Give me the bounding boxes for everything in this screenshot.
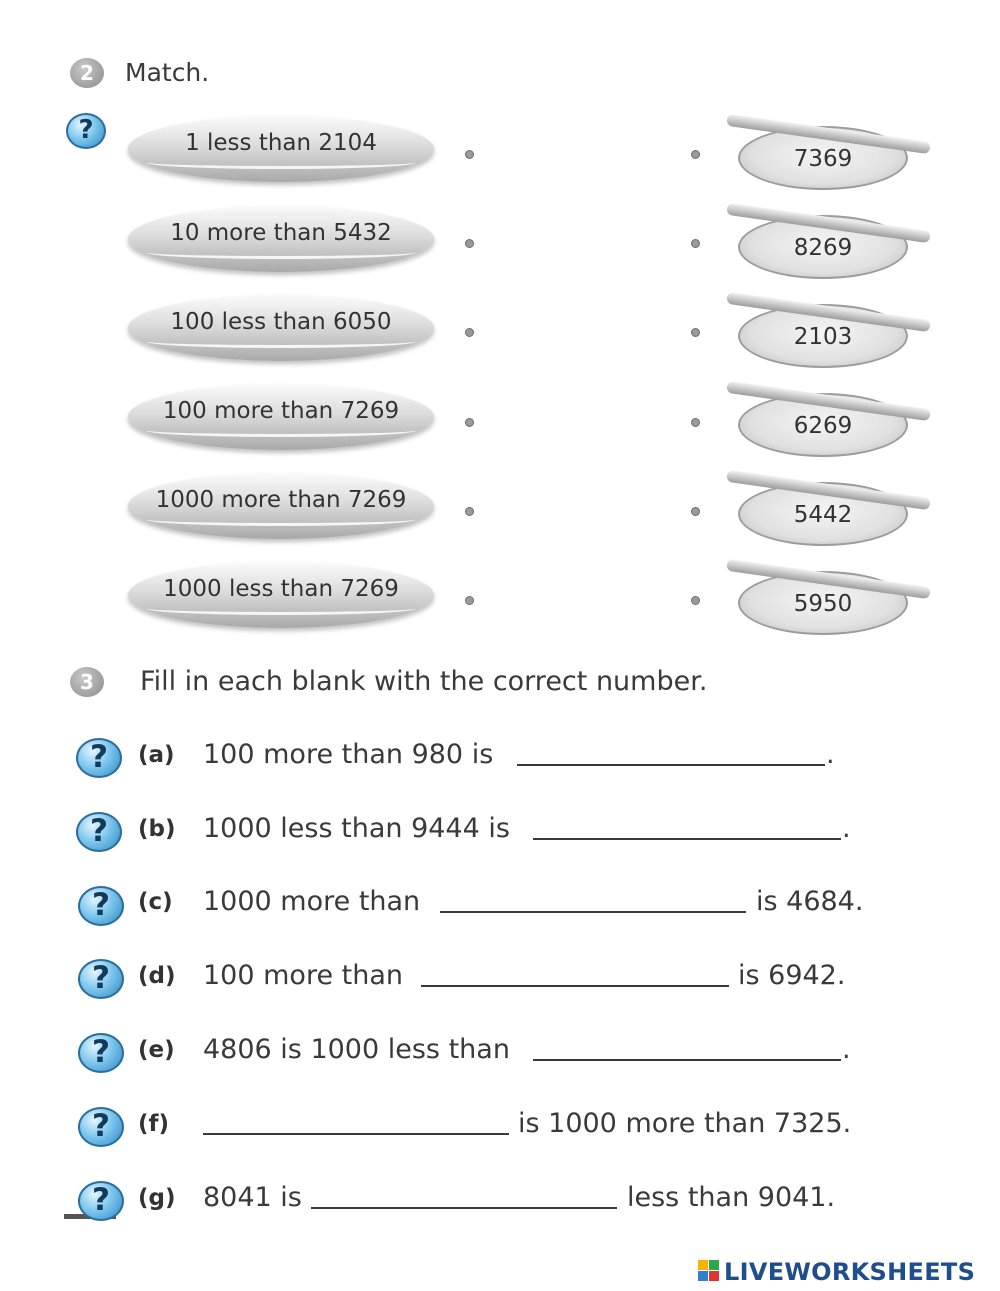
match-left-dot-2[interactable] (465, 239, 474, 248)
question-number-2: 2 (70, 58, 104, 88)
match-right-dot-1[interactable] (691, 150, 700, 159)
liveworksheets-logo-icon (698, 1260, 720, 1282)
item-letter-f: (f) (138, 1111, 170, 1137)
answer-blank-b[interactable] (533, 838, 841, 840)
plate-item-4 (128, 384, 434, 450)
plate-label: 100 more than 7269 (162, 398, 400, 424)
item-b-text-before: 1000 less than 9444 is (203, 813, 510, 844)
plate-item-3 (128, 295, 434, 361)
section-3-title: Fill in each blank with the correct number. (140, 666, 708, 697)
pan-label: 2103 (793, 324, 853, 350)
answer-blank-g[interactable] (311, 1207, 617, 1209)
match-right-dot-3[interactable] (691, 328, 700, 337)
answer-blank-d[interactable] (421, 985, 729, 987)
match-right-dot-2[interactable] (691, 239, 700, 248)
help-button-e[interactable]: ? (78, 1033, 124, 1073)
pan-label: 6269 (793, 413, 853, 439)
item-letter-d: (d) (138, 963, 176, 989)
question-number-3: 3 (70, 667, 104, 697)
item-d-text-after: is 6942. (738, 960, 846, 991)
match-right-dot-4[interactable] (691, 418, 700, 427)
answer-blank-e[interactable] (533, 1059, 841, 1061)
match-left-dot-6[interactable] (465, 596, 474, 605)
help-button-d[interactable]: ? (78, 959, 124, 999)
item-letter-a: (a) (138, 742, 175, 768)
item-e-text-before: 4806 is 1000 less than (203, 1034, 510, 1065)
plate-label: 1000 less than 7269 (163, 576, 399, 602)
help-button-b[interactable]: ? (76, 812, 122, 852)
match-left-dot-5[interactable] (465, 507, 474, 516)
plate-label: 100 less than 6050 (170, 309, 392, 335)
match-right-dot-6[interactable] (691, 596, 700, 605)
item-c-text-before: 1000 more than (203, 886, 421, 917)
help-button-a[interactable]: ? (76, 738, 122, 778)
section-2-title: Match. (125, 58, 210, 87)
plate-label: 10 more than 5432 (170, 220, 392, 246)
match-left-dot-3[interactable] (465, 328, 474, 337)
match-left-dot-1[interactable] (465, 150, 474, 159)
item-letter-g: (g) (138, 1185, 176, 1211)
item-letter-b: (b) (138, 816, 176, 842)
item-d-text-before: 100 more than (203, 960, 403, 991)
pan-label: 5950 (793, 591, 853, 617)
item-e-text-after: . (842, 1034, 851, 1065)
item-g-text-after: less than 9041. (627, 1182, 836, 1213)
liveworksheets-brand[interactable]: LIVEWORKSHEETS (724, 1258, 976, 1286)
plate-item-2 (128, 206, 434, 272)
item-letter-c: (c) (138, 889, 173, 915)
item-a-text-after: . (826, 739, 835, 770)
help-button-f[interactable]: ? (78, 1107, 124, 1147)
help-button-g[interactable]: ? (78, 1181, 124, 1221)
help-button-match[interactable]: ? (66, 113, 106, 149)
plate-label: 1 less than 2104 (185, 130, 377, 156)
plate-item-5 (128, 473, 434, 539)
item-g-text-before: 8041 is (203, 1182, 302, 1213)
answer-blank-a[interactable] (517, 764, 825, 766)
match-right-dot-5[interactable] (691, 507, 700, 516)
item-a-text-before: 100 more than 980 is (203, 739, 494, 770)
plate-label: 1000 more than 7269 (155, 487, 407, 513)
item-letter-e: (e) (138, 1037, 175, 1063)
pan-label: 7369 (793, 146, 853, 172)
answer-blank-c[interactable] (440, 911, 746, 913)
pan-label: 5442 (793, 502, 853, 528)
pan-label: 8269 (793, 235, 853, 261)
item-f-text-after: is 1000 more than 7325. (518, 1108, 852, 1139)
answer-blank-f[interactable] (203, 1133, 509, 1135)
match-left-dot-4[interactable] (465, 418, 474, 427)
plate-item-6 (128, 562, 434, 628)
help-button-c[interactable]: ? (78, 886, 124, 926)
item-b-text-after: . (842, 813, 851, 844)
item-c-text-after: is 4684. (756, 886, 864, 917)
plate-item-1 (128, 116, 434, 182)
